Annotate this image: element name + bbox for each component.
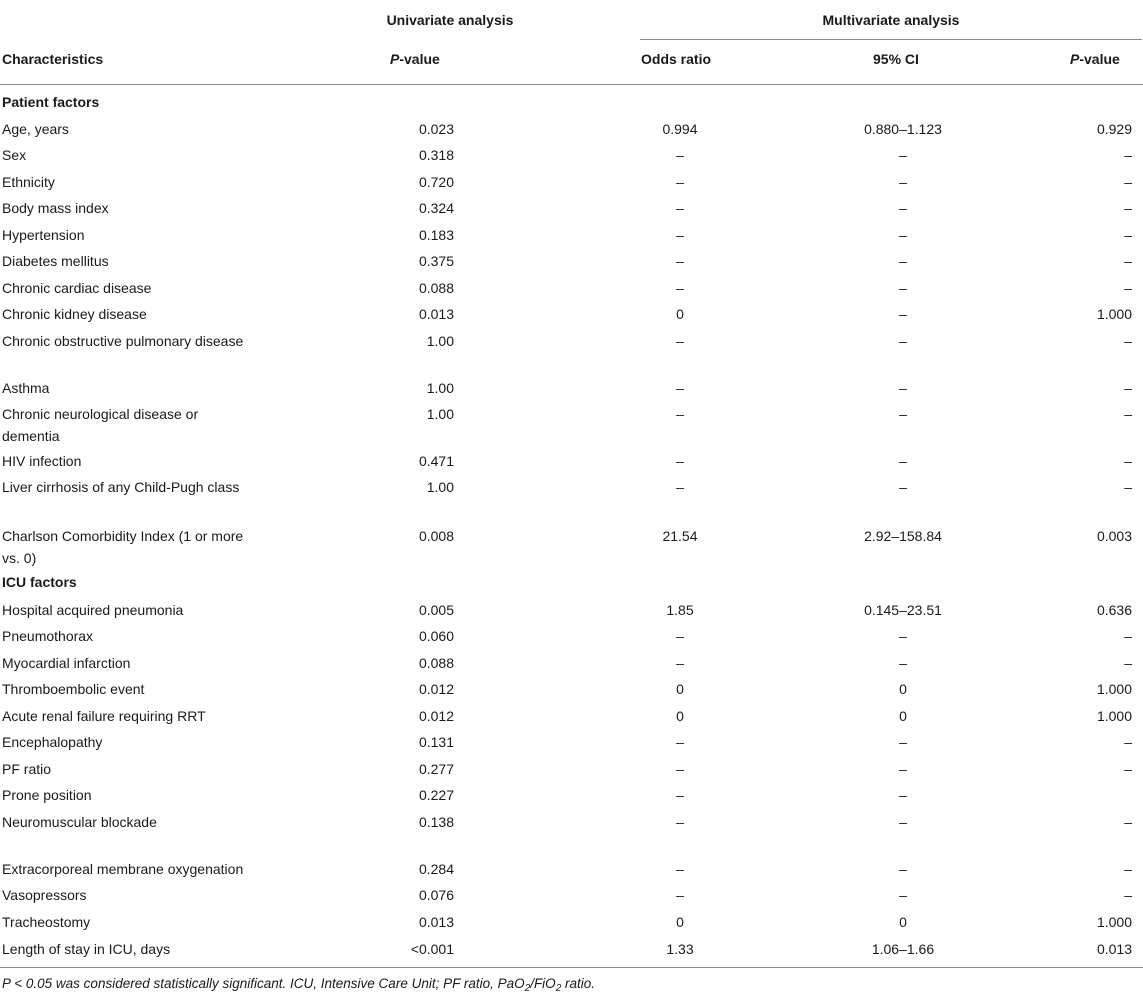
multivariate-pvalue: –	[1124, 253, 1132, 269]
univariate-pvalue: 0.013	[418, 914, 454, 930]
univariate-pvalue: 1.00	[426, 479, 454, 495]
multivariate-pvalue: –	[1124, 479, 1132, 495]
univariate-pvalue: 1.00	[426, 406, 454, 422]
odds-ratio: –	[676, 280, 684, 296]
confidence-interval: –	[899, 174, 907, 190]
odds-ratio: –	[676, 200, 684, 216]
multivariate-pvalue: –	[1124, 147, 1132, 163]
multivariate-pvalue: 1.000	[1096, 306, 1132, 322]
odds-ratio: –	[676, 227, 684, 243]
multivariate-pvalue: –	[1124, 200, 1132, 216]
section-heading: Patient factors	[2, 94, 100, 110]
multivariate-pvalue: –	[1124, 734, 1132, 750]
univariate-pvalue: 0.060	[418, 628, 454, 644]
multivariate-pvalue: –	[1124, 227, 1132, 243]
odds-ratio: –	[676, 174, 684, 190]
odds-ratio: –	[676, 406, 684, 422]
multivariate-underline	[640, 39, 1142, 40]
multivariate-pvalue: 0.929	[1096, 121, 1132, 137]
multivariate-header: Multivariate analysis	[822, 12, 960, 28]
multivariate-pvalue: –	[1124, 887, 1132, 903]
multivariate-pvalue: –	[1124, 814, 1132, 830]
univariate-pvalue: 0.471	[418, 453, 454, 469]
confidence-interval: –	[899, 761, 907, 777]
row-characteristic: Chronic neurological disease or dementia	[2, 406, 199, 444]
univariate-pvalue: 0.284	[418, 861, 454, 877]
row-characteristic: HIV infection	[2, 453, 82, 469]
odds-ratio: –	[676, 253, 684, 269]
confidence-interval: –	[899, 147, 907, 163]
multivariate-pvalue: –	[1124, 628, 1132, 644]
row-characteristic: Liver cirrhosis of any Child-Pugh class	[2, 479, 240, 495]
confidence-interval: –	[899, 200, 907, 216]
row-characteristic: Age, years	[2, 121, 69, 137]
odds-ratio: –	[676, 861, 684, 877]
univariate-pvalue: 0.131	[418, 734, 454, 750]
univariate-pvalue-header: P-value	[390, 51, 440, 67]
univariate-pvalue: 0.013	[418, 306, 454, 322]
confidence-interval: 0	[899, 681, 907, 697]
univariate-pvalue: 0.138	[418, 814, 454, 830]
row-characteristic: Pneumothorax	[2, 628, 94, 644]
multivariate-pvalue: –	[1124, 655, 1132, 671]
odds-ratio-header: Odds ratio	[641, 51, 712, 67]
univariate-pvalue: 0.088	[418, 655, 454, 671]
univariate-pvalue: 0.012	[418, 681, 454, 697]
odds-ratio: –	[676, 479, 684, 495]
univariate-pvalue: 0.183	[418, 227, 454, 243]
odds-ratio: –	[676, 147, 684, 163]
multivariate-pvalue: –	[1124, 174, 1132, 190]
confidence-interval: –	[899, 787, 907, 803]
confidence-interval: 0.145–23.51	[864, 602, 942, 618]
univariate-pvalue: 1.00	[426, 380, 454, 396]
multivariate-pvalue: –	[1124, 380, 1132, 396]
row-characteristic: Tracheostomy	[2, 914, 91, 930]
odds-ratio: –	[676, 655, 684, 671]
confidence-interval: 2.92–158.84	[864, 528, 942, 544]
univariate-pvalue: 0.375	[418, 253, 454, 269]
odds-ratio: 0	[676, 914, 684, 930]
univariate-pvalue: 0.008	[418, 528, 454, 544]
multivariate-pvalue: 1.000	[1096, 708, 1132, 724]
confidence-interval: –	[899, 280, 907, 296]
table-footnote: P < 0.05 was considered statistically significant. ICU, Intensive Care Unit; PF ratio, PaO$_2$/FiO$_2$ ratio.	[2, 976, 596, 994]
odds-ratio: 0	[676, 708, 684, 724]
univariate-pvalue: 0.277	[418, 761, 454, 777]
ci-header: 95% CI	[873, 51, 919, 67]
odds-ratio: –	[676, 887, 684, 903]
multivariate-pvalue: –	[1124, 280, 1132, 296]
multivariate-pvalue: 0.636	[1096, 602, 1132, 618]
multivariate-pvalue: 0.003	[1096, 528, 1132, 544]
row-characteristic: Myocardial infarction	[2, 655, 131, 671]
confidence-interval: –	[899, 380, 907, 396]
odds-ratio: 1.85	[666, 602, 694, 618]
section-heading: ICU factors	[2, 574, 77, 590]
confidence-interval: 0	[899, 914, 907, 930]
univariate-pvalue: 0.012	[418, 708, 454, 724]
row-characteristic: Diabetes mellitus	[2, 253, 109, 269]
row-characteristic: Sex	[2, 147, 27, 163]
characteristics-header: Characteristics	[2, 51, 104, 67]
univariate-pvalue: 0.023	[418, 121, 454, 137]
univariate-header: Univariate analysis	[386, 12, 514, 28]
confidence-interval: –	[899, 306, 907, 322]
confidence-interval: –	[899, 453, 907, 469]
confidence-interval: –	[899, 406, 907, 422]
multivariate-pvalue: 1.000	[1096, 914, 1132, 930]
row-characteristic: Hospital acquired pneumonia	[2, 602, 184, 618]
univariate-pvalue: 0.324	[418, 200, 454, 216]
odds-ratio: –	[676, 333, 684, 349]
row-characteristic: Extracorporeal membrane oxygenation	[2, 861, 244, 877]
row-characteristic: Vasopressors	[2, 887, 87, 903]
confidence-interval: 0.880–1.123	[864, 121, 942, 137]
confidence-interval: –	[899, 628, 907, 644]
odds-ratio: –	[676, 453, 684, 469]
row-characteristic: Chronic cardiac disease	[2, 280, 152, 296]
odds-ratio: –	[676, 380, 684, 396]
row-characteristic: Chronic kidney disease	[2, 306, 147, 322]
row-characteristic: Asthma	[2, 380, 50, 396]
row-characteristic: Charlson Comorbidity Index (1 or more vs. 0)	[2, 528, 244, 566]
univariate-pvalue: 0.076	[418, 887, 454, 903]
multivariate-pvalue: –	[1124, 861, 1132, 877]
multivariate-pvalue-header: P-value	[1070, 51, 1120, 67]
univariate-pvalue: 0.318	[418, 147, 454, 163]
confidence-interval: –	[899, 479, 907, 495]
confidence-interval: 1.06–1.66	[871, 941, 935, 957]
univariate-pvalue: 0.005	[418, 602, 454, 618]
odds-ratio: –	[676, 787, 684, 803]
odds-ratio: –	[676, 814, 684, 830]
row-characteristic: Prone position	[2, 787, 92, 803]
odds-ratio: 0.994	[662, 121, 698, 137]
confidence-interval: –	[899, 814, 907, 830]
row-characteristic: Neuromuscular blockade	[2, 814, 157, 830]
multivariate-pvalue: 1.000	[1096, 681, 1132, 697]
odds-ratio: 0	[676, 681, 684, 697]
multivariate-pvalue: –	[1124, 761, 1132, 777]
row-characteristic: Chronic obstructive pulmonary disease	[2, 333, 244, 349]
odds-ratio: 0	[676, 306, 684, 322]
confidence-interval: –	[899, 333, 907, 349]
row-characteristic: Thromboembolic event	[2, 681, 145, 697]
univariate-pvalue: <0.001	[410, 941, 454, 957]
row-characteristic: Ethnicity	[2, 174, 55, 190]
row-characteristic: Length of stay in ICU, days	[2, 941, 171, 957]
confidence-interval: –	[899, 861, 907, 877]
confidence-interval: –	[899, 253, 907, 269]
row-characteristic: Acute renal failure requiring RRT	[2, 708, 206, 724]
confidence-interval: –	[899, 887, 907, 903]
confidence-interval: –	[899, 655, 907, 671]
multivariate-pvalue: –	[1124, 453, 1132, 469]
header-rule	[0, 84, 1143, 85]
multivariate-pvalue: 0.013	[1096, 941, 1132, 957]
confidence-interval: 0	[899, 708, 907, 724]
univariate-pvalue: 0.088	[418, 280, 454, 296]
odds-ratio: 1.33	[666, 941, 694, 957]
row-characteristic: PF ratio	[2, 761, 52, 777]
multivariate-pvalue: –	[1124, 333, 1132, 349]
confidence-interval: –	[899, 227, 907, 243]
odds-ratio: 21.54	[662, 528, 698, 544]
confidence-interval: –	[899, 734, 907, 750]
univariate-pvalue: 0.227	[418, 787, 454, 803]
row-characteristic: Hypertension	[2, 227, 85, 243]
bottom-rule	[0, 967, 1143, 968]
odds-ratio: –	[676, 761, 684, 777]
row-characteristic: Body mass index	[2, 200, 109, 216]
odds-ratio: –	[676, 734, 684, 750]
odds-ratio: –	[676, 628, 684, 644]
univariate-pvalue: 0.720	[418, 174, 454, 190]
row-characteristic: Encephalopathy	[2, 734, 103, 750]
univariate-pvalue: 1.00	[426, 333, 454, 349]
multivariate-pvalue: –	[1124, 406, 1132, 422]
